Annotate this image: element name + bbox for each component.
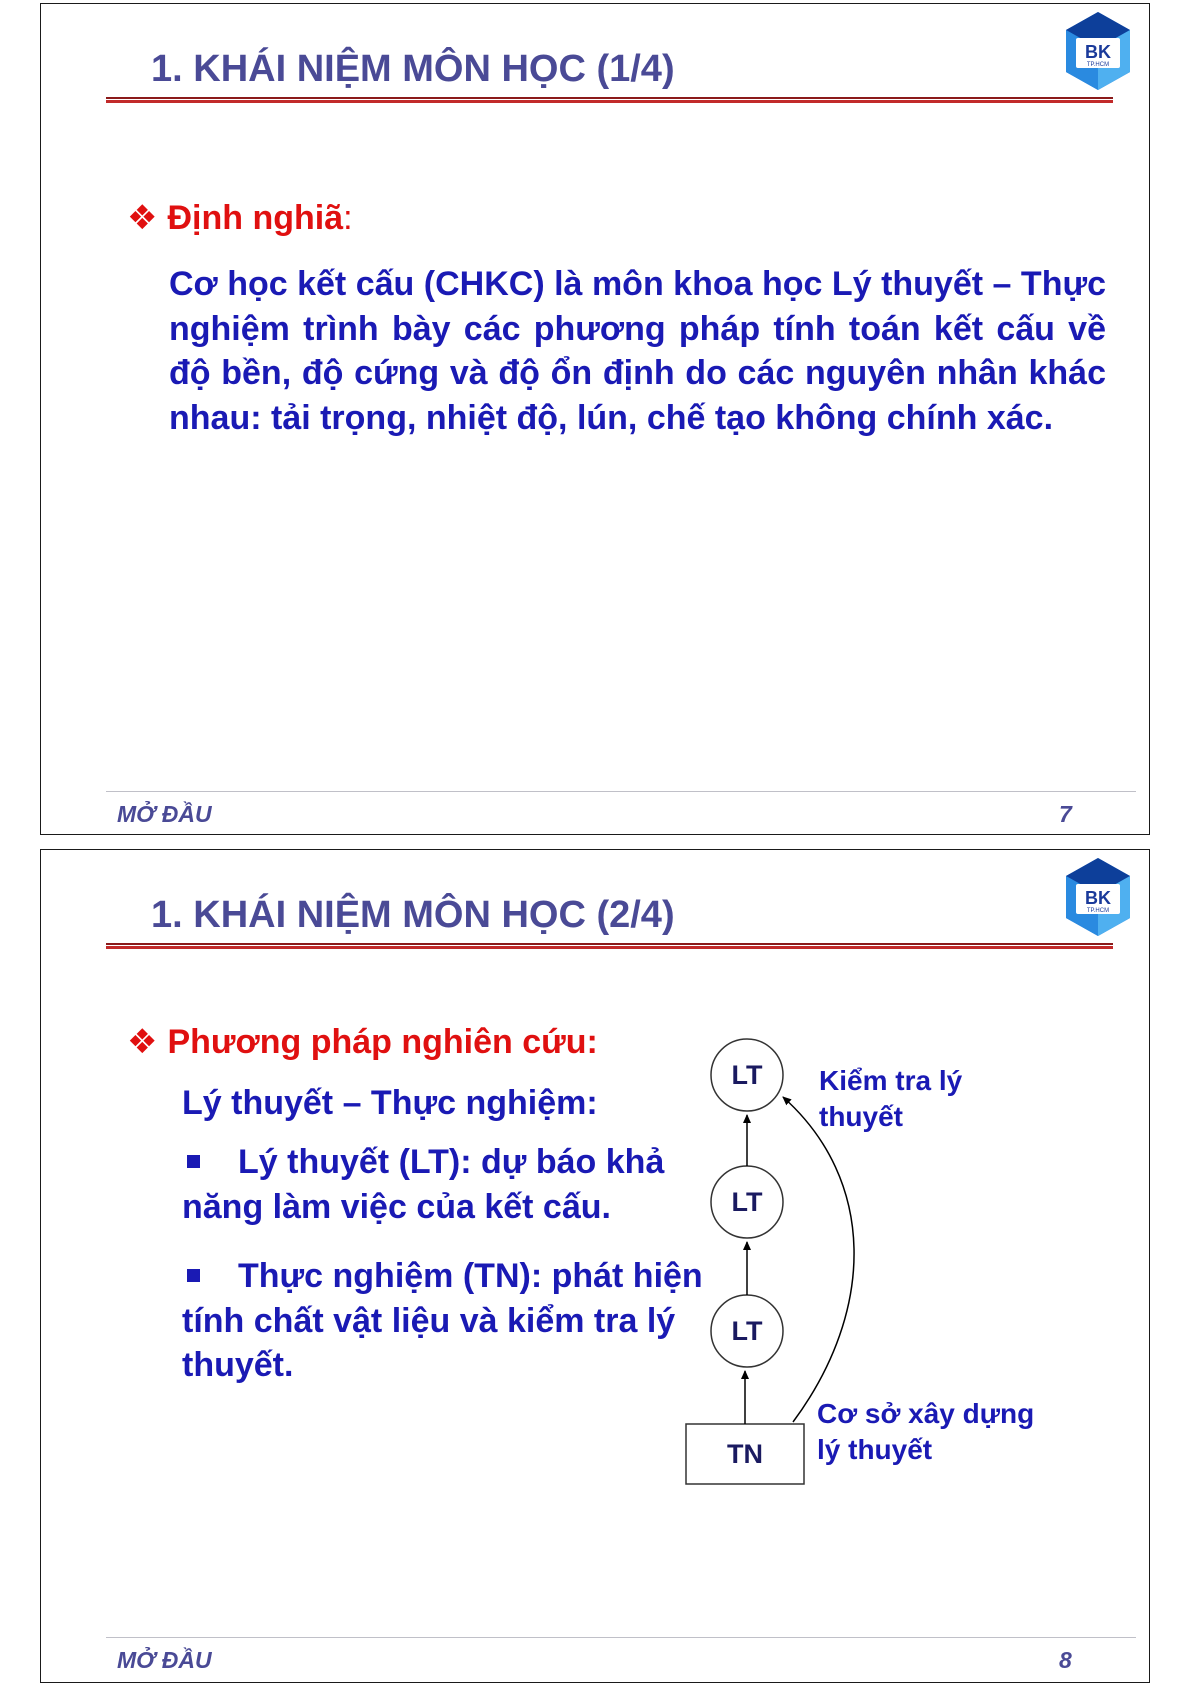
bk-logo xyxy=(1059,10,1137,94)
node-label: LT xyxy=(731,1316,763,1346)
list-item-text: Thực nghiệm (TN): phát hiện tính chất vật liệu và kiểm tra lý thuyết. xyxy=(182,1257,703,1384)
diamond-bullet-icon: ❖ xyxy=(127,199,158,237)
slide-title: 1. KHÁI NIỆM MÔN HỌC (2/4) xyxy=(151,894,675,936)
method-subheading: Lý thuyết – Thực nghiệm: xyxy=(182,1084,598,1122)
svg-text:Cơ sở xây dựng: Cơ sở xây dựng xyxy=(817,1398,1035,1429)
footer-section: MỞ ĐẦU xyxy=(117,1647,212,1673)
page-number: 8 xyxy=(1059,1647,1072,1673)
tn-node xyxy=(686,1424,804,1484)
svg-text:lý thuyết: lý thuyết xyxy=(817,1434,933,1465)
logo-text: BK xyxy=(1085,42,1111,62)
diamond-bullet-icon: ❖ xyxy=(127,1023,158,1061)
definition-text: Cơ học kết cấu (CHKC) là môn khoa học Lý thuyết – Thực nghiệm trình bày các phương pháp tính toán kết cấu về độ bền, độ cứng và độ ổn định do các nguyên nhân khác nhau: tải trọng, nhiệt độ, lún, chế tạo không chính xác. xyxy=(169,265,1106,437)
list-item-text: Lý thuyết (LT): dự báo khả năng làm việc của kết cấu. xyxy=(182,1143,665,1226)
lt-node-middle xyxy=(711,1166,783,1238)
page-number: 7 xyxy=(1059,801,1072,827)
annotation-theory-basis xyxy=(817,1398,1034,1465)
theory-experiment-diagram xyxy=(41,850,1151,1684)
footer-section: MỞ ĐẦU xyxy=(117,801,212,827)
footer-divider xyxy=(106,1637,1136,1638)
logo-text: BK xyxy=(1085,888,1111,908)
slide-8 xyxy=(40,849,1150,1683)
heading-label: Phương pháp nghiên cứu: xyxy=(167,1023,598,1061)
lt-node-top xyxy=(711,1039,783,1111)
title-divider xyxy=(106,97,1113,103)
heading-label: Định nghiã xyxy=(167,199,344,237)
slide-title: 1. KHÁI NIỆM MÔN HỌC (1/4) xyxy=(151,48,675,90)
node-label: LT xyxy=(731,1060,763,1090)
svg-text:Kiểm tra lý: Kiểm tra lý xyxy=(819,1065,963,1096)
node-label: TN xyxy=(727,1439,763,1469)
footer-divider xyxy=(106,791,1136,792)
definition-heading xyxy=(127,198,353,238)
arrow-check-theory xyxy=(783,1097,854,1422)
logo-subtext: TP.HCM xyxy=(1086,62,1110,68)
slide-7 xyxy=(40,3,1150,835)
node-label: LT xyxy=(731,1187,763,1217)
logo-subtext: TP.HCM xyxy=(1086,908,1110,914)
annotation-check-theory xyxy=(819,1065,963,1132)
lt-node-bottom xyxy=(711,1295,783,1367)
svg-text:thuyết: thuyết xyxy=(819,1101,903,1132)
heading-colon: : xyxy=(343,199,353,237)
